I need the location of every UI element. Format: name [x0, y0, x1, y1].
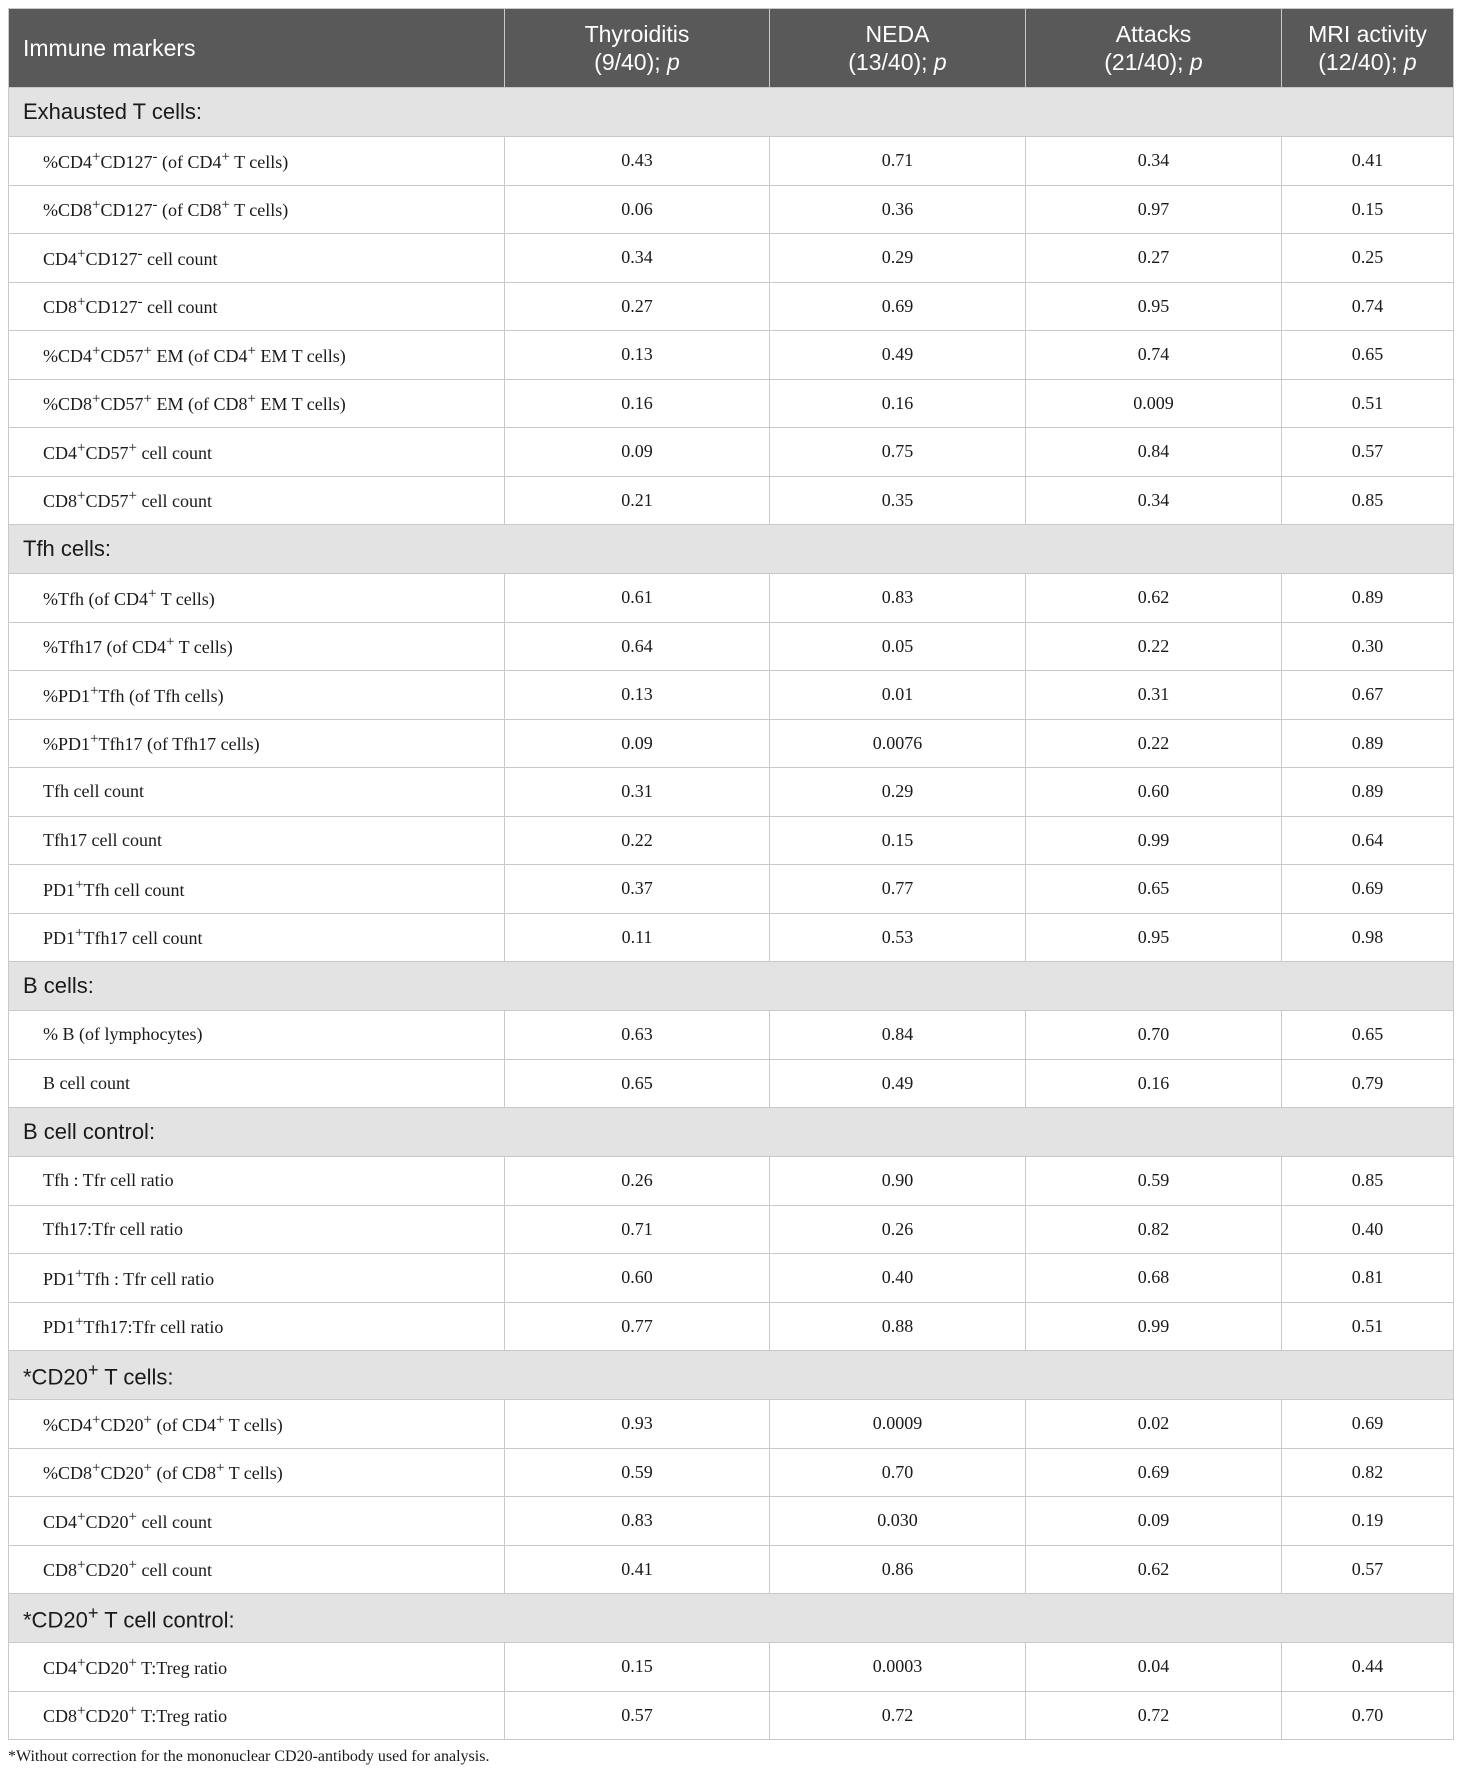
neda-p-value: 0.71: [770, 137, 1026, 186]
mri-activity-p-value: 0.89: [1282, 574, 1454, 623]
attacks-p-value: 0.99: [1026, 816, 1282, 865]
mri-activity-p-value: 0.19: [1282, 1497, 1454, 1546]
immune-markers-table: [8, 8, 1454, 1740]
header-attacks-count: (21/40);: [1104, 49, 1184, 75]
mri-activity-p-value: 0.89: [1282, 768, 1454, 817]
header-row: [9, 9, 1454, 88]
mri-activity-p-value: 0.25: [1282, 234, 1454, 283]
attacks-p-value: 0.02: [1026, 1400, 1282, 1449]
table-row: [9, 185, 1454, 234]
neda-p-value: 0.40: [770, 1254, 1026, 1303]
header-neda-title: NEDA: [865, 21, 930, 47]
table-row: [9, 865, 1454, 914]
mri-activity-p-value: 0.51: [1282, 379, 1454, 428]
thyroiditis-p-value: 0.71: [505, 1205, 770, 1254]
neda-p-value: 0.36: [770, 185, 1026, 234]
mri-activity-p-value: 0.65: [1282, 1011, 1454, 1060]
neda-p-value: 0.26: [770, 1205, 1026, 1254]
header-p-symbol: p: [1403, 49, 1417, 75]
mri-activity-p-value: 0.69: [1282, 1400, 1454, 1449]
mri-activity-p-value: 0.57: [1282, 1545, 1454, 1594]
marker-label: CD4+CD127- cell count: [9, 234, 505, 283]
thyroiditis-p-value: 0.21: [505, 476, 770, 525]
marker-label: Tfh : Tfr cell ratio: [9, 1157, 505, 1206]
header-attacks-title: Attacks: [1115, 21, 1192, 47]
table-row: [9, 1400, 1454, 1449]
marker-label: CD4+CD57+ cell count: [9, 428, 505, 477]
marker-label: PD1+Tfh cell count: [9, 865, 505, 914]
marker-label: Tfh17 cell count: [9, 816, 505, 865]
thyroiditis-p-value: 0.41: [505, 1545, 770, 1594]
table-body: [9, 88, 1454, 1740]
marker-label: %CD4+CD127- (of CD4+ T cells): [9, 137, 505, 186]
thyroiditis-p-value: 0.77: [505, 1302, 770, 1351]
table-row: [9, 1302, 1454, 1351]
marker-label: PD1+Tfh : Tfr cell ratio: [9, 1254, 505, 1303]
attacks-p-value: 0.84: [1026, 428, 1282, 477]
neda-p-value: 0.35: [770, 476, 1026, 525]
header-attacks: [1026, 9, 1282, 88]
marker-label: %PD1+Tfh17 (of Tfh17 cells): [9, 719, 505, 768]
section-row: [9, 525, 1454, 574]
thyroiditis-p-value: 0.37: [505, 865, 770, 914]
header-p-symbol: p: [667, 49, 680, 75]
marker-label: PD1+Tfh17 cell count: [9, 913, 505, 962]
neda-p-value: 0.70: [770, 1448, 1026, 1497]
marker-label: %CD4+CD20+ (of CD4+ T cells): [9, 1400, 505, 1449]
neda-p-value: 0.84: [770, 1011, 1026, 1060]
section-title: B cells:: [9, 962, 1454, 1011]
mri-activity-p-value: 0.30: [1282, 622, 1454, 671]
marker-label: %CD8+CD127- (of CD8+ T cells): [9, 185, 505, 234]
thyroiditis-p-value: 0.15: [505, 1643, 770, 1692]
attacks-p-value: 0.04: [1026, 1643, 1282, 1692]
thyroiditis-p-value: 0.64: [505, 622, 770, 671]
table-row: [9, 282, 1454, 331]
section-row: [9, 1108, 1454, 1157]
thyroiditis-p-value: 0.34: [505, 234, 770, 283]
header-mri-activity-title: MRI activity: [1308, 21, 1427, 47]
section-row: [9, 1594, 1454, 1643]
neda-p-value: 0.77: [770, 865, 1026, 914]
table-row: [9, 476, 1454, 525]
neda-p-value: 0.0003: [770, 1643, 1026, 1692]
section-title: B cell control:: [9, 1108, 1454, 1157]
section-row: [9, 962, 1454, 1011]
neda-p-value: 0.83: [770, 574, 1026, 623]
attacks-p-value: 0.009: [1026, 379, 1282, 428]
marker-label: Tfh17:Tfr cell ratio: [9, 1205, 505, 1254]
attacks-p-value: 0.95: [1026, 913, 1282, 962]
mri-activity-p-value: 0.98: [1282, 913, 1454, 962]
neda-p-value: 0.0009: [770, 1400, 1026, 1449]
marker-label: CD8+CD20+ T:Treg ratio: [9, 1691, 505, 1740]
table-row: [9, 1691, 1454, 1740]
attacks-p-value: 0.68: [1026, 1254, 1282, 1303]
thyroiditis-p-value: 0.27: [505, 282, 770, 331]
marker-label: PD1+Tfh17:Tfr cell ratio: [9, 1302, 505, 1351]
attacks-p-value: 0.16: [1026, 1059, 1282, 1108]
neda-p-value: 0.72: [770, 1691, 1026, 1740]
attacks-p-value: 0.60: [1026, 768, 1282, 817]
section-title: Tfh cells:: [9, 525, 1454, 574]
thyroiditis-p-value: 0.65: [505, 1059, 770, 1108]
thyroiditis-p-value: 0.43: [505, 137, 770, 186]
mri-activity-p-value: 0.70: [1282, 1691, 1454, 1740]
results-table-container: [8, 8, 1453, 1766]
mri-activity-p-value: 0.40: [1282, 1205, 1454, 1254]
thyroiditis-p-value: 0.83: [505, 1497, 770, 1546]
thyroiditis-p-value: 0.22: [505, 816, 770, 865]
attacks-p-value: 0.62: [1026, 1545, 1282, 1594]
marker-label: %CD8+CD57+ EM (of CD8+ EM T cells): [9, 379, 505, 428]
mri-activity-p-value: 0.74: [1282, 282, 1454, 331]
marker-label: % B (of lymphocytes): [9, 1011, 505, 1060]
mri-activity-p-value: 0.51: [1282, 1302, 1454, 1351]
mri-activity-p-value: 0.44: [1282, 1643, 1454, 1692]
mri-activity-p-value: 0.85: [1282, 1157, 1454, 1206]
table-row: [9, 379, 1454, 428]
thyroiditis-p-value: 0.63: [505, 1011, 770, 1060]
marker-label: CD8+CD127- cell count: [9, 282, 505, 331]
thyroiditis-p-value: 0.09: [505, 719, 770, 768]
marker-label: CD8+CD57+ cell count: [9, 476, 505, 525]
table-row: [9, 1497, 1454, 1546]
thyroiditis-p-value: 0.31: [505, 768, 770, 817]
neda-p-value: 0.05: [770, 622, 1026, 671]
table-row: [9, 768, 1454, 817]
table-header: [9, 9, 1454, 88]
attacks-p-value: 0.22: [1026, 622, 1282, 671]
header-p-symbol: p: [933, 49, 947, 75]
header-p-symbol: p: [1189, 49, 1203, 75]
thyroiditis-p-value: 0.61: [505, 574, 770, 623]
attacks-p-value: 0.59: [1026, 1157, 1282, 1206]
attacks-p-value: 0.62: [1026, 574, 1282, 623]
thyroiditis-p-value: 0.11: [505, 913, 770, 962]
table-row: [9, 1643, 1454, 1692]
table-row: [9, 1448, 1454, 1497]
attacks-p-value: 0.34: [1026, 137, 1282, 186]
table-row: [9, 1059, 1454, 1108]
table-row: [9, 671, 1454, 720]
marker-label: %CD8+CD20+ (of CD8+ T cells): [9, 1448, 505, 1497]
marker-label: B cell count: [9, 1059, 505, 1108]
attacks-p-value: 0.69: [1026, 1448, 1282, 1497]
neda-p-value: 0.16: [770, 379, 1026, 428]
neda-p-value: 0.69: [770, 282, 1026, 331]
table-row: [9, 816, 1454, 865]
neda-p-value: 0.49: [770, 331, 1026, 380]
attacks-p-value: 0.65: [1026, 865, 1282, 914]
header-neda-count: (13/40);: [848, 49, 928, 75]
thyroiditis-p-value: 0.59: [505, 1448, 770, 1497]
thyroiditis-p-value: 0.09: [505, 428, 770, 477]
mri-activity-p-value: 0.41: [1282, 137, 1454, 186]
attacks-p-value: 0.27: [1026, 234, 1282, 283]
table-row: [9, 1205, 1454, 1254]
thyroiditis-p-value: 0.57: [505, 1691, 770, 1740]
table-row: [9, 137, 1454, 186]
mri-activity-p-value: 0.64: [1282, 816, 1454, 865]
attacks-p-value: 0.09: [1026, 1497, 1282, 1546]
mri-activity-p-value: 0.65: [1282, 331, 1454, 380]
thyroiditis-p-value: 0.06: [505, 185, 770, 234]
neda-p-value: 0.01: [770, 671, 1026, 720]
thyroiditis-p-value: 0.60: [505, 1254, 770, 1303]
mri-activity-p-value: 0.69: [1282, 865, 1454, 914]
header-thyroiditis: [505, 9, 770, 88]
marker-label: %PD1+Tfh (of Tfh cells): [9, 671, 505, 720]
neda-p-value: 0.0076: [770, 719, 1026, 768]
marker-label: %Tfh17 (of CD4+ T cells): [9, 622, 505, 671]
section-title: *CD20+ T cell control:: [9, 1594, 1454, 1643]
attacks-p-value: 0.34: [1026, 476, 1282, 525]
header-thyroiditis-count: (9/40);: [594, 49, 661, 75]
neda-p-value: 0.29: [770, 768, 1026, 817]
mri-activity-p-value: 0.15: [1282, 185, 1454, 234]
neda-p-value: 0.29: [770, 234, 1026, 283]
attacks-p-value: 0.70: [1026, 1011, 1282, 1060]
thyroiditis-p-value: 0.16: [505, 379, 770, 428]
attacks-p-value: 0.99: [1026, 1302, 1282, 1351]
thyroiditis-p-value: 0.26: [505, 1157, 770, 1206]
attacks-p-value: 0.74: [1026, 331, 1282, 380]
attacks-p-value: 0.22: [1026, 719, 1282, 768]
mri-activity-p-value: 0.67: [1282, 671, 1454, 720]
table-footnote: *Without correction for the mononuclear CD20-antibody used for analysis.: [8, 1748, 490, 1765]
mri-activity-p-value: 0.57: [1282, 428, 1454, 477]
header-neda: [770, 9, 1026, 88]
marker-label: %CD4+CD57+ EM (of CD4+ EM T cells): [9, 331, 505, 380]
marker-label: %Tfh (of CD4+ T cells): [9, 574, 505, 623]
header-immune-markers-label: Immune markers: [23, 35, 196, 61]
neda-p-value: 0.030: [770, 1497, 1026, 1546]
thyroiditis-p-value: 0.93: [505, 1400, 770, 1449]
header-thyroiditis-title: Thyroiditis: [584, 21, 690, 47]
table-row: [9, 622, 1454, 671]
table-row: [9, 1545, 1454, 1594]
section-row: [9, 88, 1454, 137]
mri-activity-p-value: 0.79: [1282, 1059, 1454, 1108]
table-row: [9, 913, 1454, 962]
table-row: [9, 1157, 1454, 1206]
header-mri-activity-count: (12/40);: [1318, 49, 1398, 75]
marker-label: CD8+CD20+ cell count: [9, 1545, 505, 1594]
section-title: Exhausted T cells:: [9, 88, 1454, 137]
table-row: [9, 331, 1454, 380]
section-row: [9, 1351, 1454, 1400]
neda-p-value: 0.86: [770, 1545, 1026, 1594]
mri-activity-p-value: 0.81: [1282, 1254, 1454, 1303]
neda-p-value: 0.75: [770, 428, 1026, 477]
neda-p-value: 0.15: [770, 816, 1026, 865]
header-mri-activity: [1282, 9, 1454, 88]
neda-p-value: 0.90: [770, 1157, 1026, 1206]
marker-label: Tfh cell count: [9, 768, 505, 817]
table-row: [9, 1011, 1454, 1060]
marker-label: CD4+CD20+ T:Treg ratio: [9, 1643, 505, 1692]
table-row: [9, 574, 1454, 623]
mri-activity-p-value: 0.89: [1282, 719, 1454, 768]
table-row: [9, 234, 1454, 283]
attacks-p-value: 0.97: [1026, 185, 1282, 234]
table-row: [9, 1254, 1454, 1303]
thyroiditis-p-value: 0.13: [505, 671, 770, 720]
marker-label: CD4+CD20+ cell count: [9, 1497, 505, 1546]
table-row: [9, 428, 1454, 477]
attacks-p-value: 0.82: [1026, 1205, 1282, 1254]
mri-activity-p-value: 0.85: [1282, 476, 1454, 525]
neda-p-value: 0.49: [770, 1059, 1026, 1108]
mri-activity-p-value: 0.82: [1282, 1448, 1454, 1497]
header-immune-markers: [9, 9, 505, 88]
section-title: *CD20+ T cells:: [9, 1351, 1454, 1400]
thyroiditis-p-value: 0.13: [505, 331, 770, 380]
table-row: [9, 719, 1454, 768]
attacks-p-value: 0.72: [1026, 1691, 1282, 1740]
neda-p-value: 0.53: [770, 913, 1026, 962]
neda-p-value: 0.88: [770, 1302, 1026, 1351]
attacks-p-value: 0.95: [1026, 282, 1282, 331]
attacks-p-value: 0.31: [1026, 671, 1282, 720]
